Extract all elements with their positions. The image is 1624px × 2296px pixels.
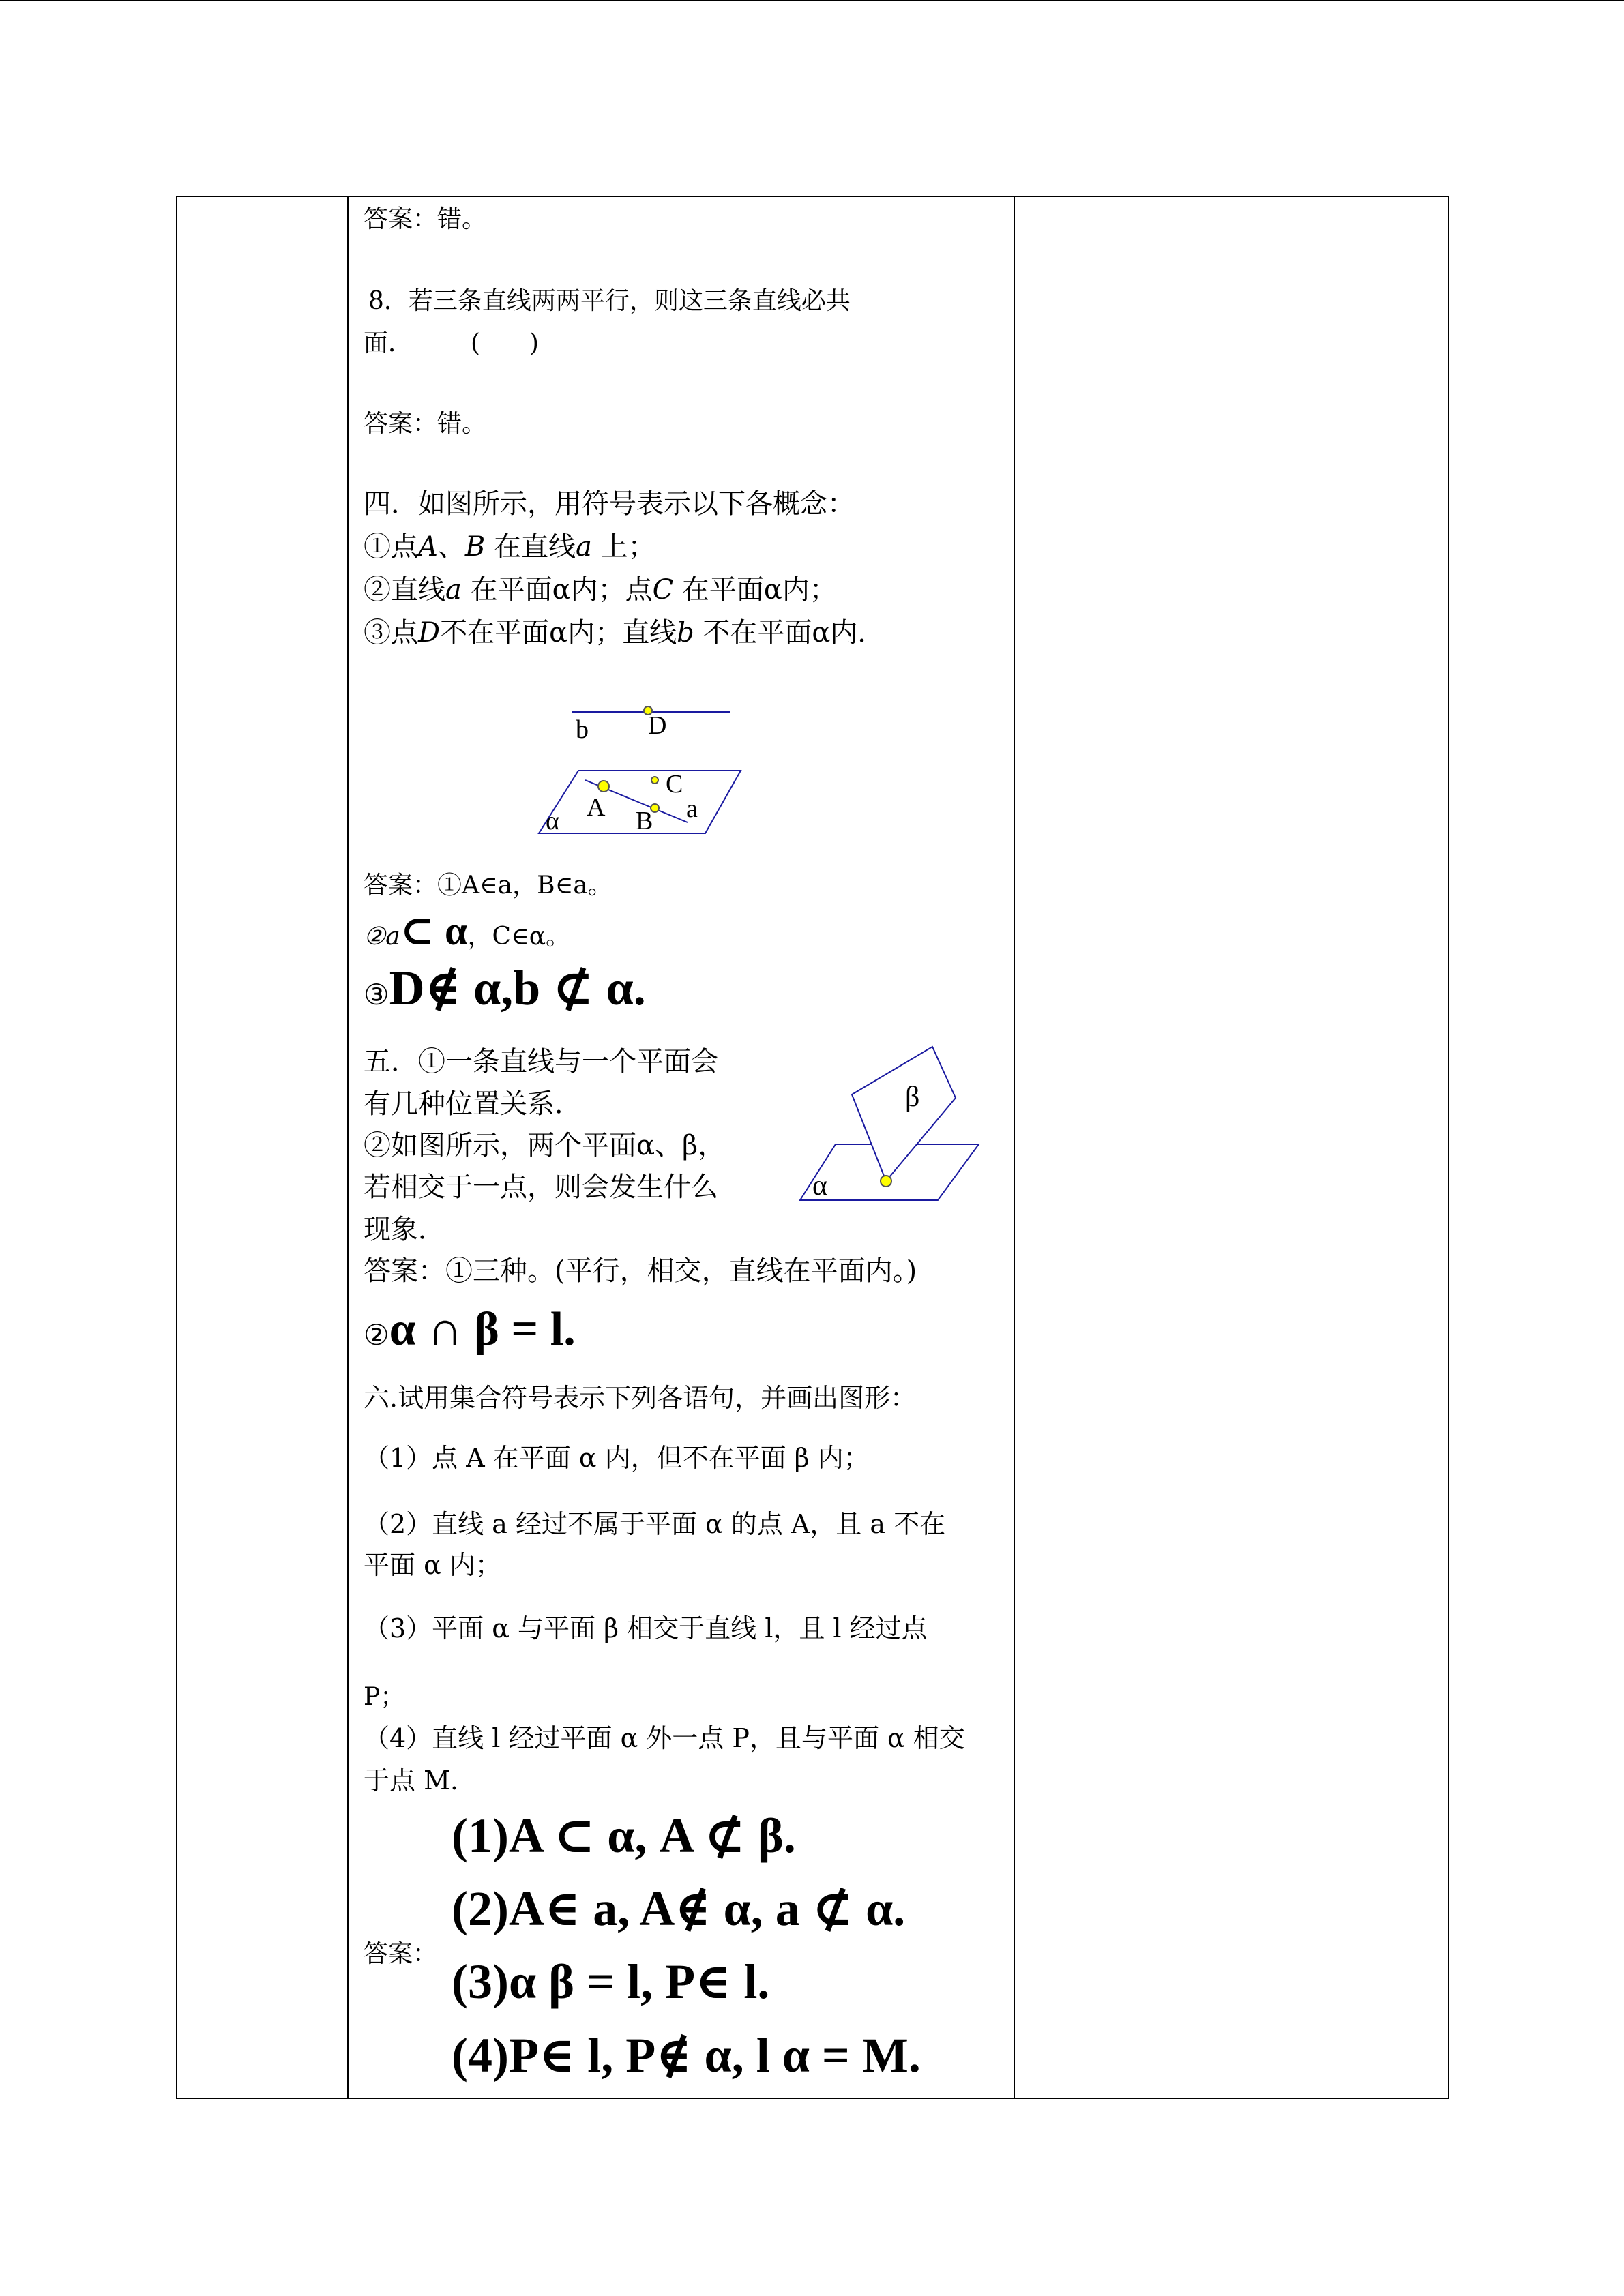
q5-line3: ②如图所示，两个平面α、β， (364, 1130, 726, 1161)
label-c: C (666, 770, 683, 799)
q6-title: 六.试用集合符号表示下列各语句，并画出图形： (364, 1383, 917, 1413)
q4-answer3: ③D∉ α,b ⊄ α. (364, 961, 646, 1015)
label-b-point: B (636, 807, 653, 835)
q4-figure (532, 696, 750, 846)
plane-beta (852, 1047, 956, 1181)
q4-answer2: ②a⊂ α，C∈α。 (364, 908, 571, 953)
q8-line2: 面． (364, 329, 413, 357)
q6-answer-4: (4)P∈ l, P∉ α, l α = M. (452, 2028, 921, 2083)
q5-line2: 有几种位置关系． (364, 1088, 582, 1120)
q5-figure (795, 1030, 986, 1207)
label-b: b (576, 715, 589, 744)
q4-title: 四．如图所示，用符号表示以下各概念： (364, 488, 855, 520)
q8-line1: 8．若三条直线两两平行，则这三条直线必共 (368, 287, 851, 315)
q5-answer1: 答案：①三种。(平行，相交，直线在平面内。) (364, 1255, 917, 1287)
table-divider-left (347, 196, 349, 2099)
q8-paren: ( ) (471, 329, 540, 357)
q5-line1: 五．①一条直线与一个平面会 (364, 1046, 718, 1077)
q8-answer: 答案：错。 (364, 410, 487, 438)
q5-answer2: ②α ∩ β = l. (364, 1303, 576, 1356)
page-top-border (0, 0, 1624, 1)
label-a-line: a (686, 794, 698, 823)
q4-item1: ①点A、B 在直线a 上； (364, 531, 655, 563)
q6-item2a: （2）直线 a 经过不属于平面 α 的点 A，且 a 不在 (364, 1509, 946, 1539)
q6-item1: （1）点 A 在平面 α 内，但不在平面 β 内； (364, 1443, 870, 1473)
q4-answer1: 答案：①A∈a，B∈a。 (364, 871, 612, 899)
q6-item3a: （3）平面 α 与平面 β 相交于直线 l，且 l 经过点 (364, 1613, 928, 1643)
q6-item4a: （4）直线 l 经过平面 α 外一点 P，且与平面 α 相交 (364, 1723, 965, 1753)
q7-answer: 答案：错。 (364, 205, 487, 233)
q5-line5: 现象． (364, 1214, 445, 1245)
q6-answer-label: 答案： (364, 1940, 438, 1968)
q6-item3b: P； (364, 1683, 405, 1711)
q5-line4: 若相交于一点，则会发生什么 (364, 1172, 718, 1203)
q6-answer-1: (1)A ⊂ α, A ⊄ β. (452, 1808, 796, 1863)
label-a-point: A (587, 793, 606, 822)
label-beta: β (905, 1082, 920, 1113)
label-alpha-2: α (812, 1170, 828, 1202)
q6-answer-2: (2)A∈ a, A∉ α, a ⊄ α. (452, 1881, 906, 1936)
table-divider-right (1014, 196, 1015, 2099)
intersection-point (881, 1176, 891, 1187)
q4-item3: ③点D不在平面α内；直线b 不在平面α内． (364, 617, 885, 648)
q6-item4b: 于点 M. (364, 1765, 459, 1795)
q6-item2b: 平面 α 内； (364, 1550, 501, 1580)
label-alpha: α (546, 807, 559, 835)
point-c (651, 777, 658, 784)
q4-item2: ②直线a 在平面α内；点C 在平面α内； (364, 574, 837, 606)
label-d: D (648, 711, 667, 740)
q6-answer-3: (3)α β = l, P∈ l. (452, 1954, 770, 2009)
point-a (598, 781, 609, 792)
